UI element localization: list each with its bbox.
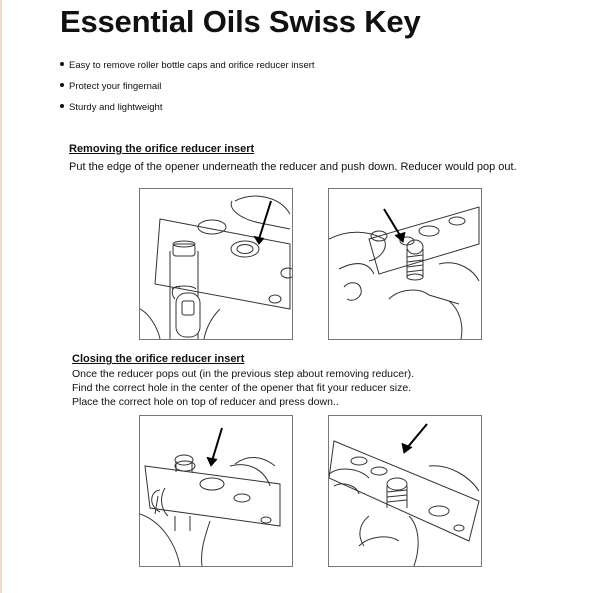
closing-instructions xyxy=(72,367,414,409)
closing-heading: Closing the orifice reducer insert xyxy=(72,353,245,365)
page-title: Essential Oils Swiss Key xyxy=(60,4,421,39)
feature-item xyxy=(60,102,315,123)
closing-line: Find the correct hole in the center of the opener that fit your reducer size. xyxy=(72,382,412,394)
feature-text: Sturdy and lightweight xyxy=(69,102,163,113)
page-edge-rule xyxy=(0,0,2,593)
closing-line: Place the correct hole on top of reducer and press down.. xyxy=(72,396,339,408)
bullet-icon xyxy=(60,62,64,66)
feature-item xyxy=(60,81,315,102)
feature-text: Protect your fingernail xyxy=(69,81,162,92)
removing-step-2-illustration xyxy=(328,188,482,340)
bullet-icon xyxy=(60,104,64,108)
removing-heading: Removing the orifice reducer insert xyxy=(69,143,255,155)
closing-step-1-illustration xyxy=(139,415,293,567)
feature-list xyxy=(60,60,315,123)
removing-instructions: Put the edge of the opener underneath the reducer and push down. Reducer would pop out. xyxy=(69,161,517,173)
feature-item xyxy=(60,60,315,81)
closing-step-2-illustration xyxy=(328,415,482,567)
removing-step-1-illustration xyxy=(139,188,293,340)
closing-line: Once the reducer pops out (in the previous step about removing reducer). xyxy=(72,368,415,380)
feature-text: Easy to remove roller bottle caps and orifice reducer insert xyxy=(69,60,315,71)
bullet-icon xyxy=(60,83,64,87)
